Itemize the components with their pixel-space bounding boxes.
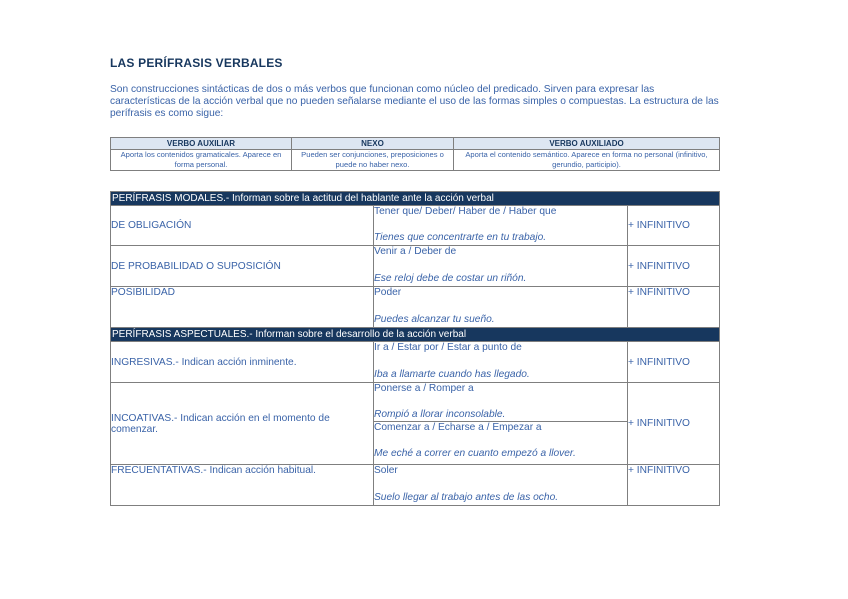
- forms-cell: [374, 383, 628, 465]
- forms-text: Comenzar a / Echarse a / Empezar a: [374, 422, 542, 433]
- type-incoativas: INCOATIVAS.- Indican acción en el momento de comenzar.: [111, 383, 374, 465]
- form-infinitivo: + INFINITIVO: [628, 465, 720, 506]
- type-obligacion: DE OBLIGACIÓN: [111, 206, 374, 246]
- form-infinitivo: + INFINITIVO: [628, 206, 720, 246]
- type-posibilidad: POSIBILIDAD: [111, 287, 374, 328]
- aspectuales-header: PERÍFRASIS ASPECTUALES.- Informan sobre el desarrollo de la acción verbal: [111, 328, 720, 342]
- page-title: LAS PERÍFRASIS VERBALES: [110, 56, 283, 70]
- type-probabilidad: DE PROBABILIDAD O SUPOSICIÓN: [111, 246, 374, 287]
- form-infinitivo: + INFINITIVO: [628, 246, 720, 287]
- forms-text: Venir a / Deber de: [374, 246, 457, 257]
- form-infinitivo: + INFINITIVO: [628, 342, 720, 383]
- header-verbo-auxiliado: VERBO AUXILIADO: [454, 138, 720, 150]
- example-text: Puedes alcanzar tu sueño.: [374, 314, 495, 325]
- type-ingresivas: INGRESIVAS.- Indican acción inminente.: [111, 342, 374, 383]
- form-infinitivo: + INFINITIVO: [628, 383, 720, 465]
- forms-text: Ir a / Estar por / Estar a punto de: [374, 342, 522, 353]
- example-text: Suelo llegar al trabajo antes de las ocho.: [374, 492, 559, 503]
- desc-verbo-auxiliado: Aporta el contenido semántico. Aparece en forma no personal (infinitivo, gerundio, participio).: [454, 150, 720, 171]
- example-text: Iba a llamarte cuando has llegado.: [374, 369, 530, 380]
- header-verbo-auxiliar: VERBO AUXILIAR: [111, 138, 292, 150]
- forms-text: Ponerse a / Romper a: [374, 383, 474, 394]
- modales-header: PERÍFRASIS MODALES.- Informan sobre la actitud del hablante ante la acción verbal: [111, 192, 720, 206]
- example-text: Tienes que concentrarte en tu trabajo.: [374, 232, 547, 243]
- type-frecuentativas: FRECUENTATIVAS.- Indican acción habitual.: [111, 465, 374, 506]
- example-text: Rompió a llorar inconsolable.: [374, 409, 506, 420]
- forms-cell: [374, 342, 628, 383]
- forms-cell: [374, 206, 628, 246]
- desc-nexo: Pueden ser conjunciones, preposiciones o puede no haber nexo.: [292, 150, 454, 171]
- form-infinitivo: + INFINITIVO: [628, 287, 720, 328]
- desc-verbo-auxiliar: Aporta los contenidos gramaticales. Aparece en forma personal.: [111, 150, 292, 171]
- intro-paragraph: Son construcciones sintácticas de dos o más verbos que funcionan como núcleo del predicado. Sirven para expresar las características de la acción verbal que no pueden señalarse mediante el uso de las formas simples o compuestas. La estructura de las perífrasis es como sigue:: [110, 84, 719, 120]
- forms-cell: [374, 465, 628, 506]
- forms-text: Tener que/ Deber/ Haber de / Haber que: [374, 206, 557, 217]
- header-nexo: NEXO: [292, 138, 454, 150]
- structure-table: [110, 137, 720, 171]
- forms-cell: [374, 287, 628, 328]
- forms-text: Poder: [374, 287, 402, 298]
- perifrasis-table: [110, 191, 720, 506]
- example-text: Ese reloj debe de costar un riñón.: [374, 273, 527, 284]
- forms-text: Soler: [374, 465, 398, 476]
- example-text: Me eché a correr en cuanto empezó a llover.: [374, 448, 576, 459]
- forms-cell: [374, 246, 628, 287]
